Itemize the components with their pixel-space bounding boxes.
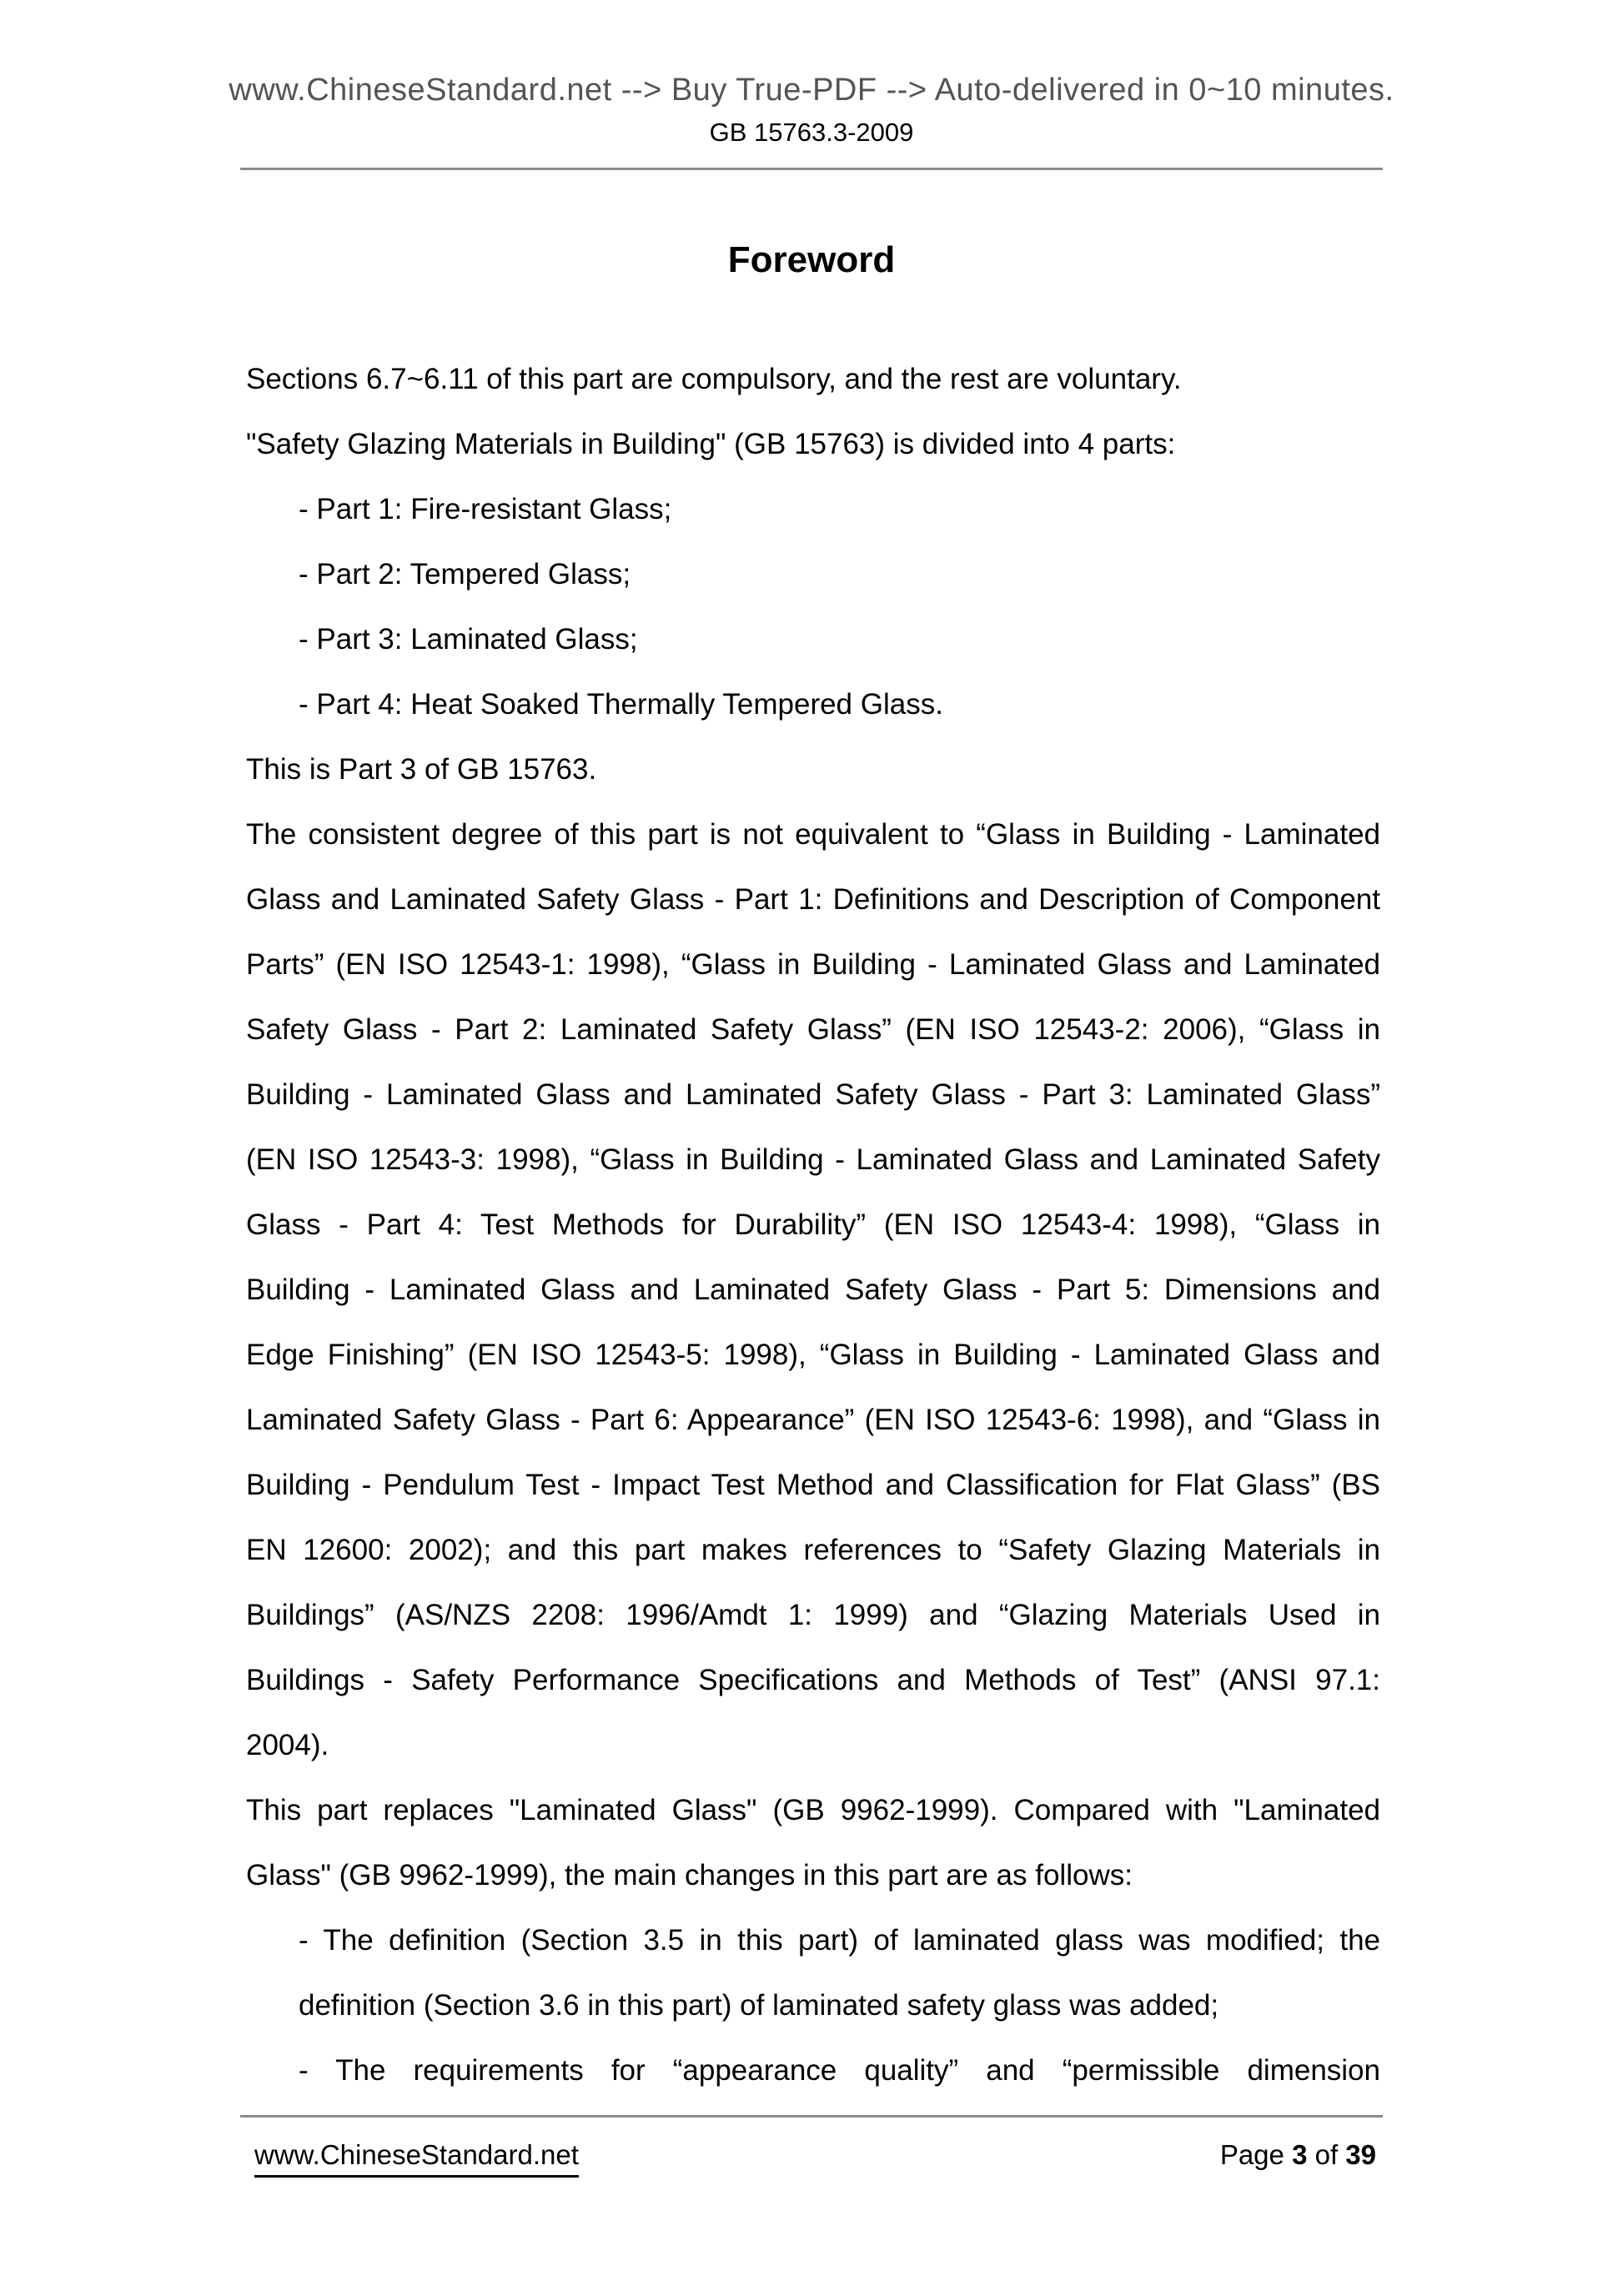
standard-code: GB 15763.3-2009 (709, 118, 914, 147)
body-line: EN 12600: 2002); and this part makes references to “Safety Glazing Materials in (246, 1534, 1380, 1566)
body-line: Building - Laminated Glass and Laminated Safety Glass - Part 5: Dimensions and (246, 1274, 1380, 1306)
list-item (299, 542, 1380, 607)
body-line: This part replaces "Laminated Glass" (GB 9962-1999). Compared with "Laminated (246, 1794, 1380, 1826)
body-line: Sections 6.7~6.11 of this part are compulsory, and the rest are voluntary. (246, 363, 1182, 395)
paragraph (246, 737, 1380, 802)
paragraph (246, 802, 1380, 1778)
page-title: Foreword (727, 239, 896, 280)
body-line: - Part 1: Fire-resistant Glass; (299, 493, 672, 525)
body-line: Buildings” (AS/NZS 2208: 1996/Amdt 1: 1999) and “Glazing Materials Used in (246, 1599, 1380, 1631)
body-line: "Safety Glazing Materials in Building" (GB 15763) is divided into 4 parts: (246, 428, 1176, 460)
body-line: Glass - Part 4: Test Methods for Durability” (EN ISO 12543-4: 1998), “Glass in (246, 1208, 1380, 1241)
paragraph (246, 412, 1380, 477)
body-line: This is Part 3 of GB 15763. (246, 753, 597, 786)
body-line: Buildings - Safety Performance Specifications and Methods of Test” (ANSI 97.1: (246, 1664, 1380, 1696)
list-item (299, 477, 1380, 542)
body-line: Glass" (GB 9962-1999), the main changes in this part are as follows: (246, 1859, 1133, 1892)
page-label-of: of (1307, 2139, 1346, 2170)
list-item (299, 1908, 1380, 2038)
body-line: The consistent degree of this part is not equivalent to “Glass in Building - Laminated (246, 818, 1380, 851)
body-line: - Part 2: Tempered Glass; (299, 558, 631, 590)
list-item (299, 607, 1380, 672)
body-line: Building - Pendulum Test - Impact Test Method and Classification for Flat Glass” (BS (246, 1469, 1380, 1501)
header-divider (240, 168, 1383, 170)
body-line: - The requirements for “appearance quality” and “permissible dimension (299, 2054, 1380, 2087)
body-line: Parts” (EN ISO 12543-1: 1998), “Glass in Building - Laminated Glass and Laminated (246, 948, 1380, 981)
footer-site-link[interactable]: www.ChineseStandard.net (254, 2137, 579, 2178)
body-line: Glass and Laminated Safety Glass - Part 1: Definitions and Description of Component (246, 883, 1380, 916)
paragraph (246, 1778, 1380, 1908)
body-line: (EN ISO 12543-3: 1998), “Glass in Building - Laminated Glass and Laminated Safety (246, 1143, 1380, 1176)
body-line: - The definition (Section 3.5 in this part) of laminated glass was modified; the (299, 1924, 1380, 1957)
body-line: 2004). (246, 1729, 329, 1761)
body-line: - Part 3: Laminated Glass; (299, 623, 638, 656)
body-line: Safety Glass - Part 2: Laminated Safety Glass” (EN ISO 12543-2: 2006), “Glass in (246, 1013, 1380, 1046)
footer-divider (240, 2115, 1383, 2118)
page-number-current: 3 (1292, 2139, 1308, 2170)
body-line: definition (Section 3.6 in this part) of laminated safety glass was added; (299, 1989, 1219, 2022)
body-line: Laminated Safety Glass - Part 6: Appearance” (EN ISO 12543-6: 1998), and “Glass in (246, 1404, 1380, 1436)
page-number-label (1220, 2137, 1376, 2173)
body-line: Edge Finishing” (EN ISO 12543-5: 1998), “Glass in Building - Laminated Glass and (246, 1339, 1380, 1371)
body-line: Building - Laminated Glass and Laminated Safety Glass - Part 3: Laminated Glass” (246, 1078, 1380, 1111)
paragraph (246, 347, 1380, 412)
list-item (299, 2038, 1380, 2103)
header-banner: www.ChineseStandard.net --> Buy True-PDF --> Auto-delivered in 0~10 minutes. (229, 73, 1394, 108)
list-item (299, 672, 1380, 737)
document-body (246, 347, 1380, 2103)
page-label-prefix: Page (1219, 2139, 1293, 2170)
page-number-total: 39 (1345, 2139, 1376, 2170)
body-line: - Part 4: Heat Soaked Thermally Tempered Glass. (299, 688, 943, 721)
